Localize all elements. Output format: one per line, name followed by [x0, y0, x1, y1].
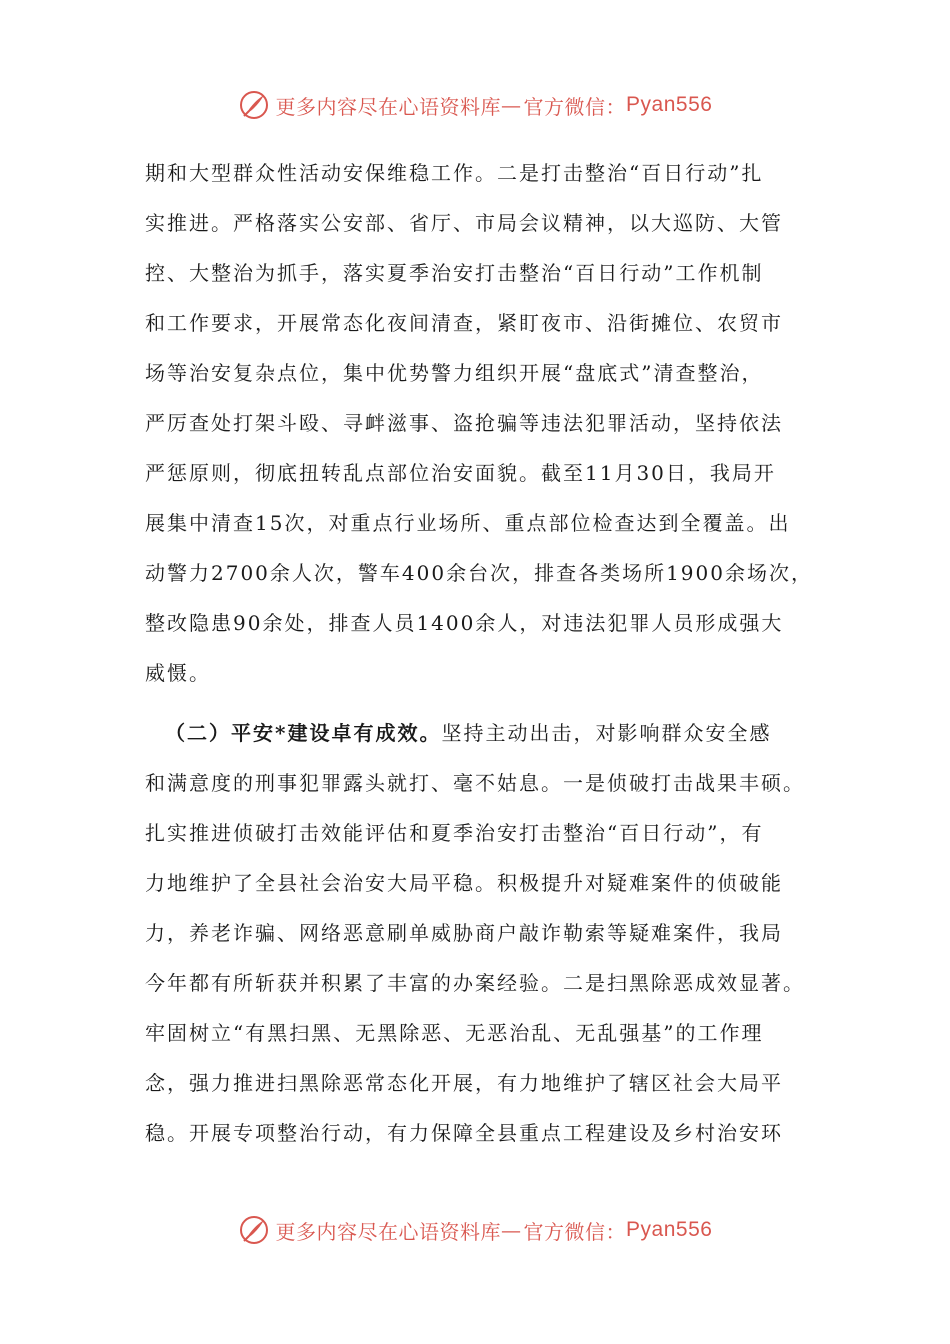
section-heading: （二）平安*建设卓有成效。 [165, 721, 442, 745]
body-line: 和满意度的刑事犯罪露头就打、毫不姑息。一是侦破打击战果丰硕。 [145, 771, 805, 795]
banner-wechat-label: 官方微信： [523, 94, 627, 119]
body-line: 念，强力推进扫黑除恶常态化开展，有力地维护了辖区社会大局平 [145, 1071, 783, 1095]
body-line: 严惩原则，彻底扭转乱点部位治安面貌。截至11月30日，我局开 [145, 461, 776, 485]
paragraph-gap [145, 698, 810, 708]
document-body [145, 148, 813, 1158]
section-heading-rest: 坚持主动出击，对影响群众安全感 [441, 721, 772, 745]
feather-pen-icon [238, 1214, 270, 1246]
body-line: 展集中清查15次，对重点行业场所、重点部位检查达到全覆盖。出 [145, 511, 791, 535]
banner-wechat-id: Pyan556 [626, 93, 713, 116]
body-line: 威慑。 [145, 661, 211, 685]
banner-separator: — [501, 1218, 522, 1242]
body-line: 严厉查处打架斗殴、寻衅滋事、盗抢骗等违法犯罪活动，坚持依法 [145, 411, 783, 435]
banner-brand-text: 更多内容尽在心语资料库 [275, 94, 502, 119]
body-line: 期和大型群众性活动安保维稳工作。二是打击整治“百日行动”扎 [145, 161, 764, 185]
body-line: 牢固树立“有黑扫黑、无黑除恶、无恶治乱、无乱强基”的工作理 [145, 1021, 764, 1045]
header-banner[interactable] [0, 85, 950, 125]
section-heading-line [145, 708, 810, 758]
feather-pen-icon [238, 89, 270, 121]
banner-wechat-label: 官方微信： [523, 1219, 627, 1244]
body-line: 和工作要求，开展常态化夜间清查，紧盯夜市、沿街摊位、农贸市 [145, 311, 783, 335]
footer-banner[interactable] [0, 1210, 950, 1250]
body-line: 今年都有所斩获并积累了丰富的办案经验。二是扫黑除恶成效显著。 [145, 971, 805, 995]
body-line: 动警力2700余人次，警车400余台次，排查各类场所1900余场次， [145, 561, 813, 585]
body-line: 控、大整治为抓手，落实夏季治安打击整治“百日行动”工作机制 [145, 261, 764, 285]
body-line: 力地维护了全县社会治安大局平稳。积极提升对疑难案件的侦破能 [145, 871, 783, 895]
body-line: 稳。开展专项整治行动，有力保障全县重点工程建设及乡村治安环 [145, 1121, 783, 1145]
banner-brand-text: 更多内容尽在心语资料库 [275, 1219, 502, 1244]
body-line: 场等治安复杂点位，集中优势警力组织开展“盘底式”清查整治， [145, 361, 764, 385]
banner-separator: — [501, 93, 522, 117]
body-line: 力，养老诈骗、网络恶意刷单威胁商户敲诈勒索等疑难案件，我局 [145, 921, 783, 945]
body-line: 扎实推进侦破打击效能评估和夏季治安打击整治“百日行动”，有 [145, 821, 764, 845]
body-line: 整改隐患90余处，排查人员1400余人，对违法犯罪人员形成强大 [145, 611, 784, 635]
banner-wechat-id: Pyan556 [626, 1218, 713, 1241]
body-line: 实推进。严格落实公安部、省厅、市局会议精神，以大巡防、大管 [145, 211, 783, 235]
